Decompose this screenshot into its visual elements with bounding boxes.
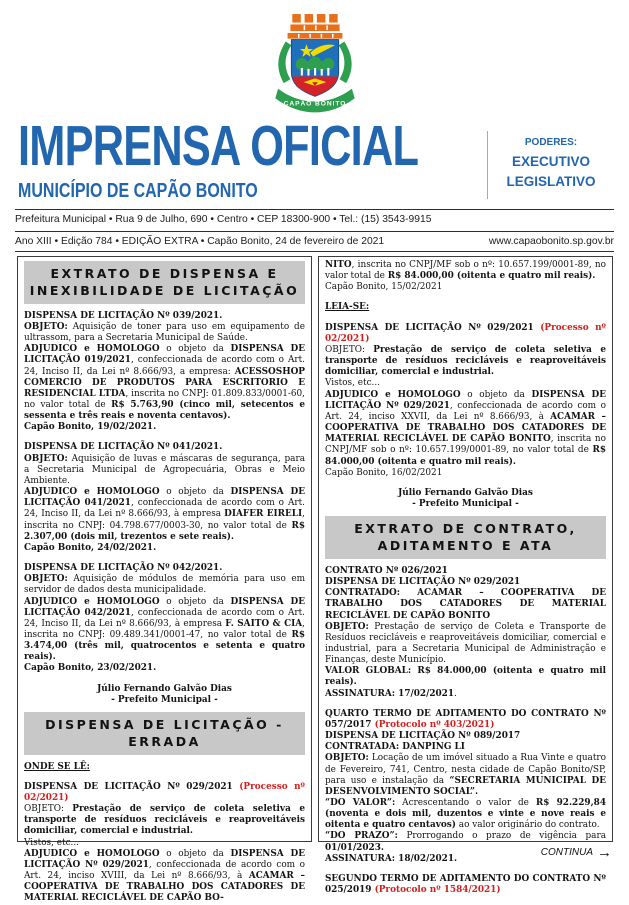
paragraph [325, 753, 606, 798]
paragraph-spacer [325, 479, 606, 488]
text-run: ASSINATURA: 18/02/2021. [325, 853, 458, 864]
gazette-section [24, 261, 305, 706]
text-run: DISPENSA DE LICITAÇÃO 041/2021 [24, 487, 306, 509]
text-run: “DO PRAZO”: [325, 831, 398, 842]
text-run: Júlio Fernando Galvão Dias [97, 683, 232, 694]
ribbon-left [278, 41, 291, 83]
section-title-bar [24, 261, 305, 304]
edition-info: Ano XIII • Edição 784 • EDIÇÃO EXTRA • Capão Bonito, 24 de fevereiro de 2021 [15, 236, 385, 247]
text-run: - Prefeito Municipal - [111, 694, 218, 705]
text-run: ACAMAR – COOPERATIVA DE TRABALHO DOS CATADORES DE MATERIAL RECICLÁVEL DE CAPÃO BO- [24, 871, 305, 904]
text-run: Capão Bonito, 23/02/2021. [24, 663, 157, 674]
powers-label: PODERES: [524, 137, 578, 148]
text-run: OBJETO: [24, 804, 73, 815]
section-title-bar [325, 516, 606, 559]
text-run: , confeccionada de acordo com o Art. 24, Inciso II, da Lei nº 8.666/93, à empresa [24, 498, 305, 520]
text-run: Aquisição de toner para uso em equipamento de ultrassom, para a Secretaria Municipal de Saúde. [24, 321, 305, 344]
text-run: , inscrita no CNPJ: 09.489.341/0001-47, no valor total de [24, 618, 305, 640]
crest-ribbon-text: CAPÃO BONITO [283, 100, 346, 108]
continue-arrow-icon: → [597, 844, 612, 861]
paragraph [325, 622, 606, 667]
edition-row [15, 236, 614, 247]
paragraph [24, 663, 305, 674]
text-run: o objeto da [159, 344, 231, 355]
text-run: CONTRATADO: ACAMAR – COOPERATIVA DE TRABALHO DOS CATADORES DE MATERIAL RECICLÁVEL DE CAPÃO BONITO [325, 588, 606, 621]
text-run: ADJUDICO e HOMOLOGO [325, 389, 461, 400]
paragraph [325, 742, 606, 753]
text-run: R$ 84.000,00 (oitenta e quatro mil reais). [325, 445, 606, 467]
text-run: DISPENSA DE LICITAÇÃO Nº 039/2021. [24, 310, 223, 321]
ribbon-right [338, 41, 351, 83]
text-run: Capão Bonito, 24/02/2021. [24, 542, 157, 553]
text-run: Acrescentando o valor de [395, 798, 536, 808]
text-run: ADJUDICO e HOMOLOGO [24, 344, 160, 355]
municipal-crest-icon [263, 8, 367, 126]
paragraph [325, 874, 606, 896]
section-title-line: ADITAMENTO E ATA [377, 538, 554, 553]
paragraph [24, 782, 305, 804]
text-run: o objeto da [159, 596, 231, 607]
paragraph [24, 563, 305, 574]
text-run: o objeto da [460, 389, 532, 400]
text-run: Prestação de serviço de coleta seletiva e transporte de resíduos recicláveis e reaproveitáveis domiciliar, comercial e industrial. [24, 804, 305, 837]
paragraph [325, 488, 606, 499]
gazette-section [325, 260, 606, 510]
text-run: (Protocolo nº 1584/2021) [374, 885, 501, 896]
text-run: , inscrita no CNPJ: 01.809.833/0001-60, no valor total de [24, 388, 305, 410]
paragraph [325, 588, 606, 621]
text-run: CONTRATO Nº 026/2021 [325, 565, 448, 576]
text-run: Locação de um imóvel situado a Rua Vinte e quatro de Fevereiro, 741, Centro, nesta cidade de Capão Bonito/SP, para uso e instalação da [325, 753, 606, 786]
text-run: R$ 2.307,00 (dois mil, trezentos e sete reais). [24, 520, 305, 542]
text-run: OBJETO: [325, 753, 369, 764]
text-run: SEGUNDO TERMO DE ADITAMENTO DO CONTRATO Nº 025/2019 [325, 873, 606, 896]
text-run: Júlio Fernando Galvão Dias [398, 487, 533, 498]
paragraph [325, 689, 606, 700]
text-run: OBJETO: [24, 321, 68, 332]
text-run: (Processo nº 02/2021) [325, 322, 606, 344]
text-run: Prestação de serviço de coleta seletiva e transporte de resíduos recicláveis e reaproveitáveis domiciliar, comercial e industrial. [325, 344, 606, 378]
text-run: DISPENSA DE LICITAÇÃO Nº 029/2021 [24, 781, 240, 792]
section-title-bar [24, 712, 305, 755]
paragraph [24, 322, 305, 344]
text-run: 01/01/2023. [325, 842, 384, 853]
paragraph [24, 422, 305, 433]
paragraph [325, 666, 606, 688]
paragraph [24, 804, 305, 837]
text-run: DISPENSA DE LICITAÇÃO 019/2021 [24, 344, 306, 366]
text-run: , inscrita no CNPJ/MF sob o nº: 10.657.199/0001-89, no valor total de [325, 260, 606, 282]
horizontal-rule [15, 209, 614, 210]
text-run: (Protocolo nº 403/2021) [374, 719, 495, 730]
text-run: Aquisição de módulos de memória para uso em servidor de dados desta municipalidade. [24, 574, 305, 596]
masthead [18, 114, 545, 202]
paragraph [24, 487, 305, 543]
gazette-section [325, 516, 606, 896]
paragraph-spacer [24, 675, 305, 684]
text-run: ADJUDICO e HOMOLOGO [24, 487, 160, 498]
paragraph [24, 344, 305, 422]
paragraph [325, 390, 606, 468]
text-run: Vistos, etc... [24, 837, 80, 848]
text-run: OBJETO: [325, 344, 374, 355]
text-run: VALOR GLOBAL: R$ 84.000,00 (oitenta e quatro mil reais). [325, 666, 606, 688]
paragraph [24, 543, 305, 554]
text-run: ADJUDICO e HOMOLOGO [24, 596, 160, 607]
paragraph [325, 260, 606, 282]
paragraph [24, 311, 305, 322]
website-url: www.capaobonito.sp.gov.br [488, 236, 614, 247]
text-run: R$ 5.763,90 (cinco mil, setecentos e sessenta e três reais e noventa centavos). [24, 400, 305, 422]
text-run: DISPENSA DE LICITAÇÃO 042/2021 [24, 596, 306, 618]
paragraph [24, 762, 305, 773]
address-line: Prefeitura Municipal • Rua 9 de Julho, 690 • Centro • CEP 18300-900 • Tel.: (15) 3543-9915 [15, 214, 432, 225]
text-run: DIAFER EIRELI [224, 509, 303, 520]
page-subtitle: MUNICÍPIO DE CAPÃO BONITO [18, 180, 258, 202]
text-run: , confeccionada de acordo com o Art. 24, Inciso II, da Lei nº 8.666/93, a empresa: [24, 355, 305, 377]
powers-item-legislativo: LEGISLATIVO [506, 174, 596, 190]
paragraph-spacer [325, 700, 606, 709]
paragraph [325, 282, 606, 293]
paragraph [24, 695, 305, 706]
text-run: , inscrita no CNPJ/MF sob o nº: 10.657.199/0001-89, no valor total de [325, 434, 606, 456]
section-title-line: EXTRATO DE CONTRATO, [354, 521, 577, 537]
text-run: (Processo nº 02/2021) [24, 781, 305, 803]
text-run: DISPENSA DE LICITAÇÃO Nº 041/2021. [24, 442, 223, 453]
powers-block [494, 137, 608, 193]
text-run: Aquisição de luvas e máscaras de segurança, para a Secretaria Municipal de Agropecuária, Obras e Meio Ambiente. [24, 453, 305, 486]
horizontal-rule [15, 231, 614, 232]
text-run: o objeto da [159, 487, 231, 498]
text-run: ASSINATURA: 17/02/2021 [325, 688, 455, 699]
text-run: ADJUDICO e HOMOLOGO [24, 848, 160, 859]
section-title-line: INEXIBILIDADE DE LICITAÇÃO [29, 282, 300, 298]
paragraph [325, 302, 606, 313]
paragraph-spacer [325, 293, 606, 302]
continua-label: CONTINUA [540, 847, 593, 858]
paragraph-spacer [24, 773, 305, 782]
text-run: “SECRETARIA MUNICIPAL DE DESENVOLVIMENTO SOCIAL”. [325, 775, 606, 797]
text-run: DISPENSA DE LICITAÇÃO Nº 029/2021 [325, 577, 521, 588]
horizontal-rule [15, 251, 614, 252]
paragraph [24, 684, 305, 695]
text-run: , confeccionada de acordo com o Art. 24, inciso XXVII, da Lei nº 8.666/93, à [325, 400, 606, 422]
text-run: Vistos, etc... [325, 378, 381, 389]
paragraph [325, 798, 606, 831]
text-run: DISPENSA DE LICITAÇÃO Nº 042/2021. [24, 563, 223, 574]
paragraph [325, 566, 606, 577]
left-column [17, 256, 312, 904]
text-run: F. SAITO & CIA [225, 618, 303, 629]
text-run: . [454, 688, 457, 699]
text-run: OBJETO: [325, 621, 369, 632]
powers-item-executivo: EXECUTIVO [511, 154, 590, 169]
paragraph [325, 731, 606, 742]
text-run: QUARTO TERMO DE ADITAMENTO DO CONTRATO Nº 057/2017 [325, 708, 606, 730]
text-run: DISPENSA DE LICITAÇÃO Nº 089/2017 [325, 731, 521, 742]
gazette-section [24, 712, 305, 905]
continuation-marker [541, 845, 612, 860]
paragraph [24, 838, 305, 849]
text-run: o objeto da [159, 848, 231, 859]
text-run: , inscrita no CNPJ: 04.798.677/0003-30, no valor total de [24, 509, 305, 531]
text-run: CONTRATADA: DANPING LI [325, 742, 465, 753]
paragraph [325, 345, 606, 378]
text-run: LEIA-SE: [325, 302, 370, 313]
text-run: Capão Bonito, 16/02/2021 [325, 467, 443, 478]
text-run: NITO [325, 260, 352, 270]
text-run: ACAMAR – COOPERATIVA DE TRABALHO DOS CATADORES DE MATERIAL RECICLÁVEL DE CAPÃO BONITO [325, 411, 606, 445]
text-run: OBJETO: [24, 574, 68, 585]
text-run: R$ 3.474,00 (três mil, quatrocentos e setenta e quatro reais). [24, 629, 305, 663]
text-run: Prorrogando o prazo de vigência para [397, 831, 606, 842]
text-run: R$ 92.229,84 (noventa e dois mil, duzentos e vinte e nove reais e oitenta e quatro centavos) [325, 798, 607, 831]
paragraph [24, 574, 305, 596]
text-run: ONDE SE LÊ: [24, 761, 90, 772]
text-run: DISPENSA DE LICITAÇÃO Nº 029/2021 [325, 322, 541, 333]
text-run: DISPENSA DE LICITAÇÃO Nº 029/2021 [325, 389, 607, 411]
paragraph [325, 709, 606, 731]
paragraph [325, 499, 606, 510]
paragraph [24, 849, 305, 905]
paragraph-spacer [325, 314, 606, 323]
section-title-line: DISPENSA DE LICITAÇÃO - ERRADA [45, 716, 284, 749]
paragraph [24, 442, 305, 453]
paragraph [24, 597, 305, 664]
text-run: ao valor originário do contrato. [455, 820, 600, 831]
paragraph-spacer [24, 554, 305, 563]
text-run: , confeccionada de acordo com o Art. 24, inciso XVIII, da Lei nº 8.666/93, à [24, 859, 305, 882]
text-run: ACESSOSHOP COMERCIO DE PRODUTOS PARA ESCRITORIO E RESIDENCIAL LTDA [24, 366, 305, 399]
text-run: Capão Bonito, 19/02/2021. [24, 422, 157, 433]
text-run: DISPENSA DE LICITAÇÃO Nº 029/2021 [24, 848, 306, 870]
vertical-divider [487, 131, 488, 199]
text-run: “DO VALOR”: [325, 798, 396, 808]
text-run: Capão Bonito, 15/02/2021 [325, 282, 443, 293]
paragraph [24, 454, 305, 487]
paragraph-spacer [325, 865, 606, 874]
text-run: Prestação de serviço de Coleta e Transporte de Resíduos recicláveis e reaproveitáveis domiciliar, comercial e industrial, para a Secretaria Municipal de Administração e Finanças, deste Município. [325, 621, 606, 666]
paragraph [325, 468, 606, 479]
paragraph [325, 577, 606, 588]
text-run: OBJETO: [24, 453, 68, 464]
page-title: IMPRENSA OFICIAL [18, 114, 419, 178]
text-run: , confeccionada de acordo com o Art. 24, Inciso II, da Lei nº 8.666/93, à empresa [24, 607, 305, 629]
text-run: - Prefeito Municipal - [412, 498, 519, 509]
paragraph [325, 323, 606, 345]
text-run: R$ 84.000,00 (oitenta e quatro mil reais). [387, 271, 596, 282]
paragraph [325, 378, 606, 389]
section-title-line: EXTRATO DE DISPENSA E [50, 266, 279, 281]
